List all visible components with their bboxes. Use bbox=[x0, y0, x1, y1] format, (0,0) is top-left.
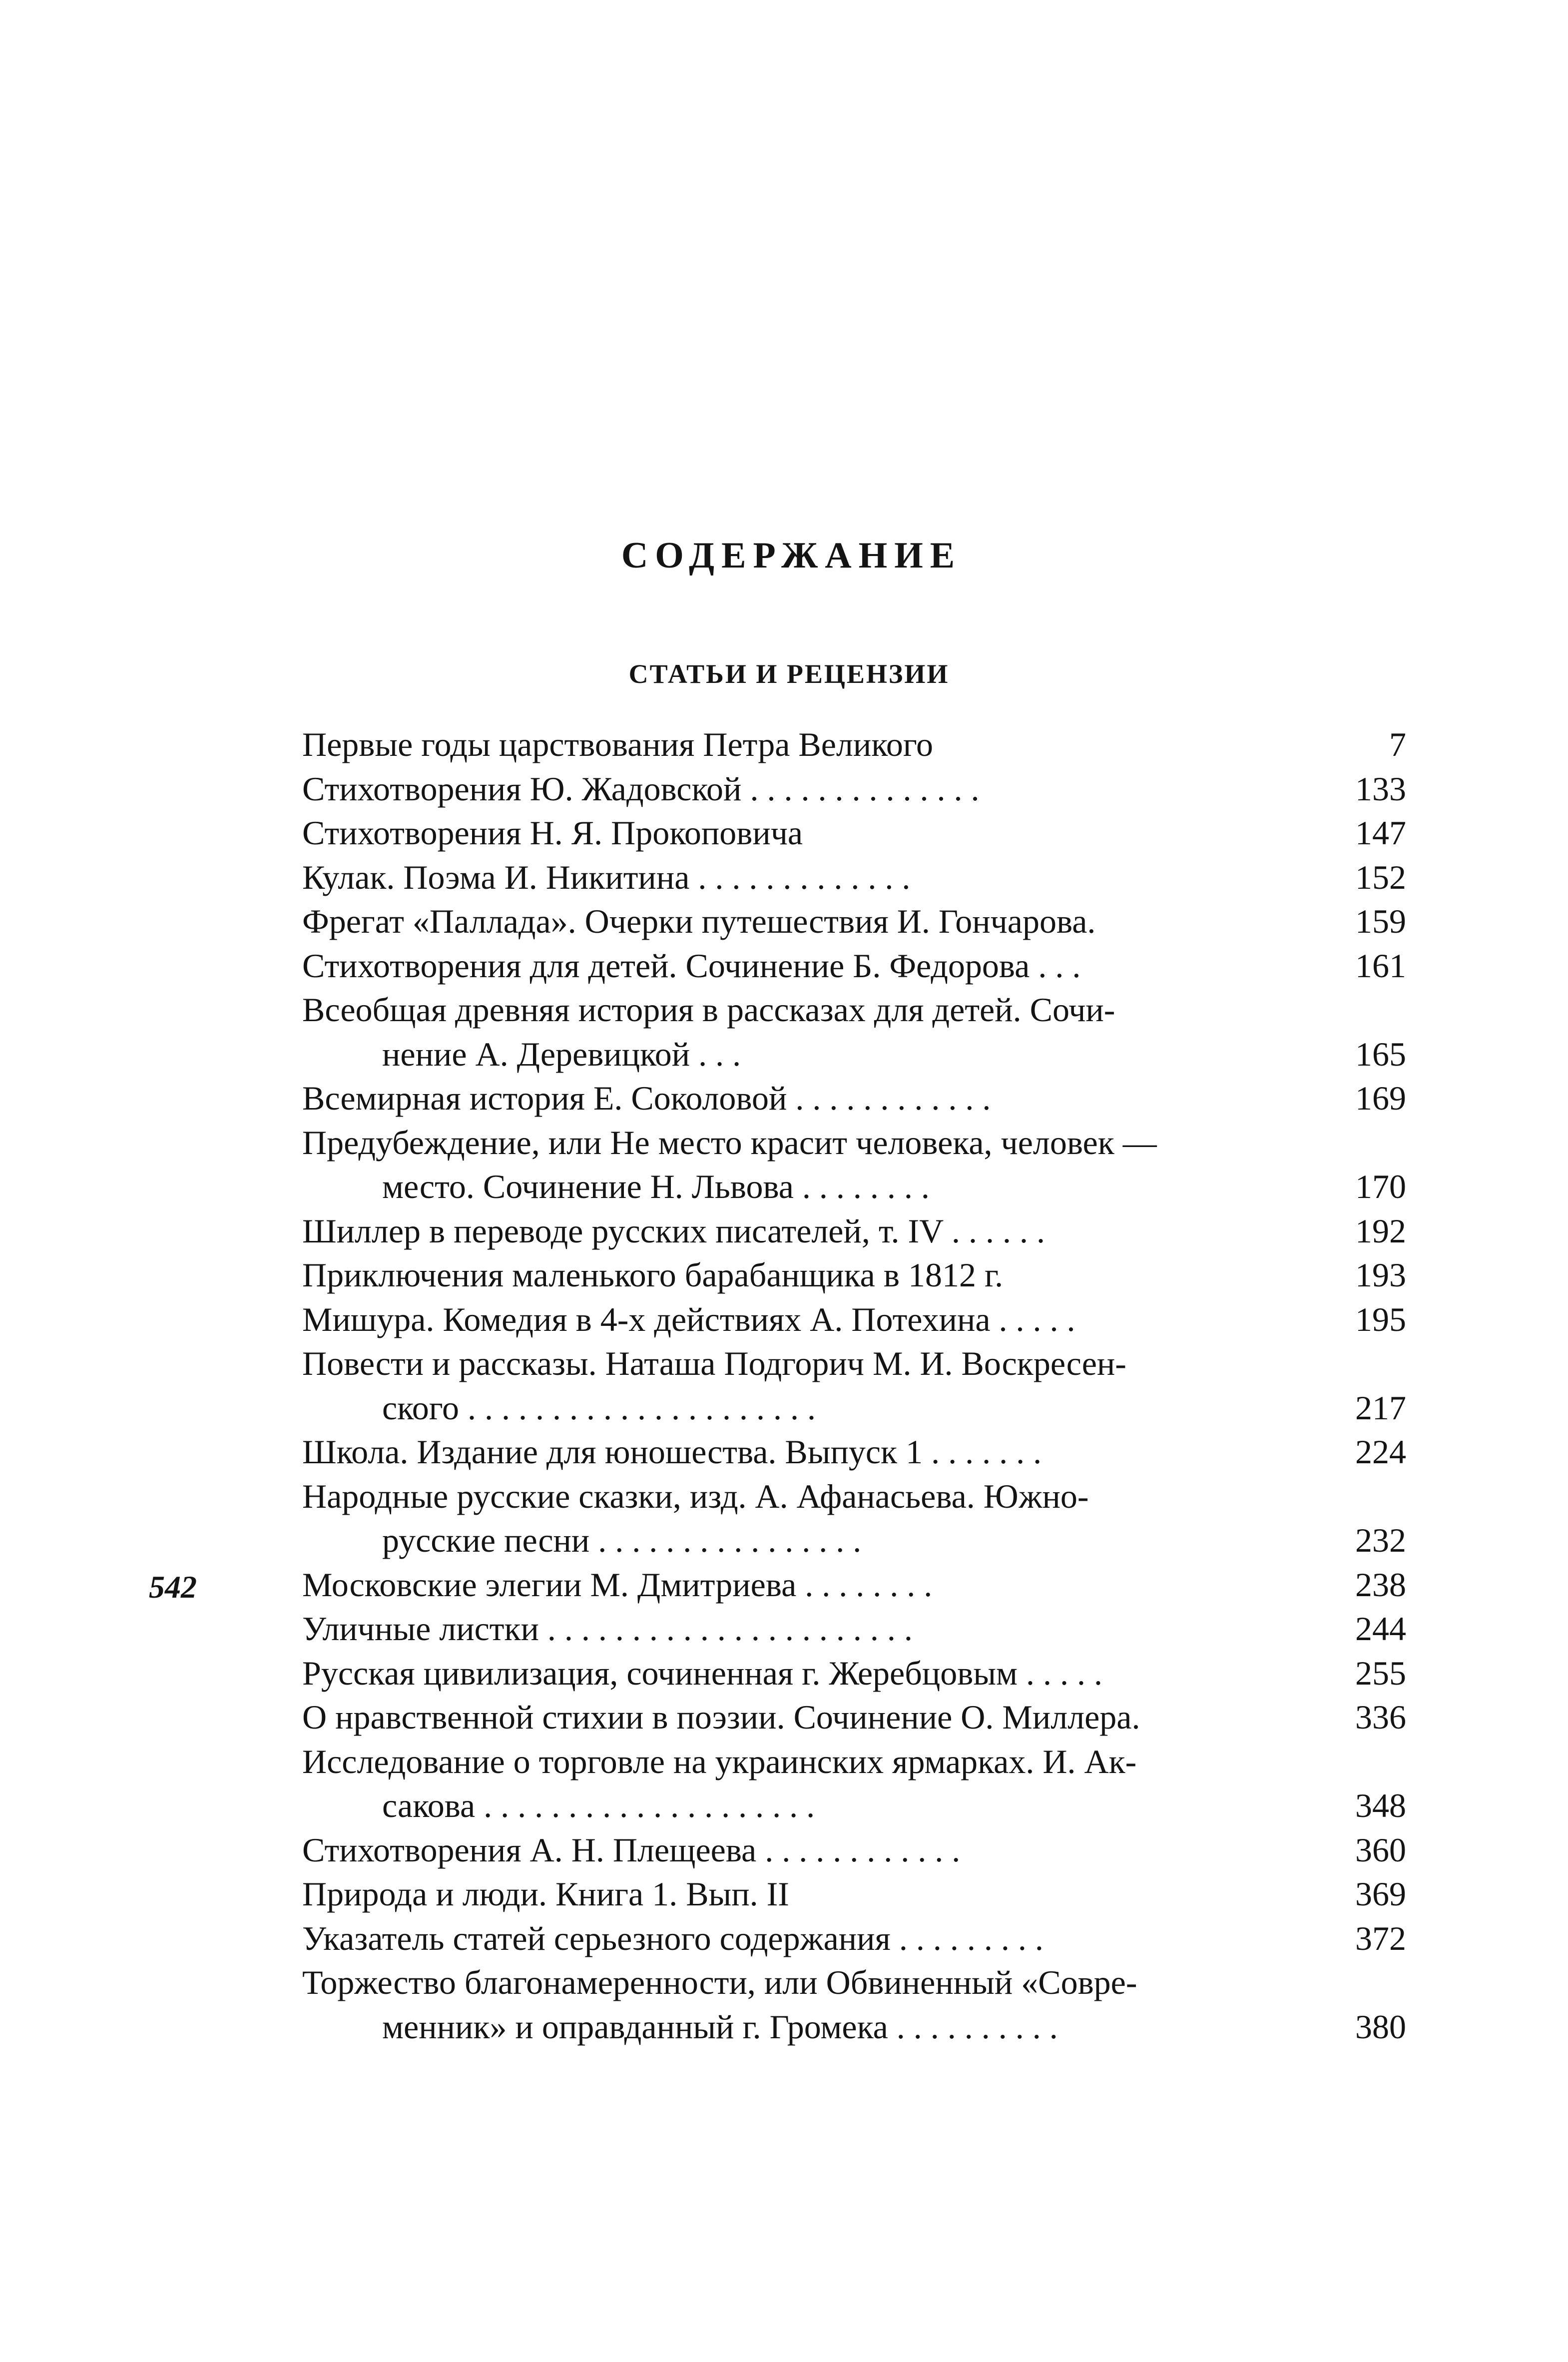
toc-entry-line: Стихотворения Н. Я. Прокоповича bbox=[302, 814, 803, 852]
page-number: 542 bbox=[149, 1569, 197, 1605]
toc-entry-title bbox=[302, 1916, 1311, 1961]
toc-entry-title bbox=[302, 1121, 1311, 1209]
toc-entry-title bbox=[302, 1253, 1311, 1297]
toc-entry-line: Кулак. Поэма И. Никитина . . . . . . . . . . . . . bbox=[302, 858, 911, 896]
toc-entry-line: Стихотворения для детей. Сочинение Б. Федорова . . . bbox=[302, 946, 1081, 985]
toc-entry-page: 372 bbox=[1355, 1919, 1406, 1957]
toc-entry bbox=[302, 1828, 1406, 1872]
toc-entry-page: 7 bbox=[1389, 725, 1406, 763]
toc-entry bbox=[302, 1253, 1406, 1297]
toc-entry-page: 224 bbox=[1355, 1433, 1406, 1471]
toc-entry-line: Торжество благонамеренности, или Обвиненный «Совре- bbox=[302, 1963, 1137, 2001]
toc-entry bbox=[302, 1916, 1406, 1961]
toc-entry-page: 217 bbox=[1355, 1388, 1406, 1427]
toc-entry-line: Стихотворения А. Н. Плещеева . . . . . . . . . . . . bbox=[302, 1830, 961, 1869]
toc-entry-line: Исследование о торговле на украинских ярмарках. И. Ак- bbox=[302, 1742, 1137, 1780]
toc-entry-page: 360 bbox=[1355, 1830, 1406, 1869]
toc-entry-title bbox=[302, 1209, 1311, 1253]
toc-entry-page: 192 bbox=[1355, 1211, 1406, 1250]
toc-entry-title bbox=[302, 1740, 1311, 1828]
toc-entry-continuation-line: сакова . . . . . . . . . . . . . . . . . . . . bbox=[382, 1786, 815, 1824]
toc-entry bbox=[302, 1563, 1406, 1607]
toc-entry-title bbox=[302, 1828, 1311, 1872]
toc-entry bbox=[302, 767, 1406, 811]
toc-entry bbox=[302, 855, 1406, 900]
toc-entry-title bbox=[302, 1341, 1311, 1430]
toc-entry bbox=[302, 1651, 1406, 1696]
toc-entry-title bbox=[302, 988, 1311, 1076]
toc-entry-line: Народные русские сказки, изд. А. Афанасьева. Южно- bbox=[302, 1477, 1089, 1515]
toc-entry-title bbox=[302, 722, 1311, 767]
toc-entry bbox=[302, 944, 1406, 988]
toc-entry-page: 380 bbox=[1355, 2007, 1406, 2046]
toc-entry-title bbox=[302, 1960, 1311, 2049]
toc-entry bbox=[302, 899, 1406, 944]
toc-entry-page: 336 bbox=[1355, 1698, 1406, 1736]
toc-entry bbox=[302, 811, 1406, 855]
toc-entry-line: Уличные листки . . . . . . . . . . . . . . . . . . . . . . bbox=[302, 1610, 913, 1648]
toc-entry-page: 161 bbox=[1355, 946, 1406, 985]
toc-entry-page: 133 bbox=[1355, 769, 1406, 808]
toc-entry-page: 193 bbox=[1355, 1256, 1406, 1294]
toc-entry-line: Указатель статей серьезного содержания . . . . . . . . . bbox=[302, 1919, 1044, 1957]
toc-entry-line: Школа. Издание для юношества. Выпуск 1 . . . . . . . bbox=[302, 1433, 1042, 1471]
toc-entry-title bbox=[302, 811, 1311, 855]
toc-entry-title bbox=[302, 1076, 1311, 1121]
table-of-contents bbox=[302, 722, 1406, 2049]
toc-entry bbox=[302, 1121, 1406, 1209]
toc-entry-page: 255 bbox=[1355, 1654, 1406, 1692]
toc-entry bbox=[302, 1430, 1406, 1474]
toc-entry-page: 238 bbox=[1355, 1565, 1406, 1604]
toc-entry-title bbox=[302, 899, 1311, 944]
toc-entry-title bbox=[302, 1297, 1311, 1342]
toc-entry-page: 348 bbox=[1355, 1786, 1406, 1824]
toc-entry bbox=[302, 1076, 1406, 1121]
toc-entry-title bbox=[302, 1695, 1311, 1740]
toc-entry bbox=[302, 1341, 1406, 1430]
toc-entry-line: Русская цивилизация, сочиненная г. Жеребцовым . . . . . bbox=[302, 1654, 1103, 1692]
toc-entry-continuation-line: нение А. Деревицкой . . . bbox=[382, 1035, 741, 1073]
toc-entry bbox=[302, 1607, 1406, 1651]
toc-entry-line: Мишура. Комедия в 4-х действиях А. Потехина . . . . . bbox=[302, 1300, 1075, 1338]
toc-entry-title bbox=[302, 855, 1311, 900]
toc-entry-line: Повести и рассказы. Наташа Подгорич М. И. Воскресен- bbox=[302, 1344, 1126, 1382]
toc-entry-page: 232 bbox=[1355, 1521, 1406, 1559]
toc-entry-line: Первые годы царствования Петра Великого bbox=[302, 725, 934, 763]
toc-entry-title bbox=[302, 1563, 1311, 1607]
toc-entry bbox=[302, 1960, 1406, 2049]
toc-entry-continuation-line: менник» и оправданный г. Громека . . . . . . . . . . bbox=[382, 2007, 1058, 2046]
toc-entry-line: Приключения маленького барабанщика в 1812 г. bbox=[302, 1256, 1004, 1294]
toc-entry bbox=[302, 988, 1406, 1076]
toc-entry bbox=[302, 1209, 1406, 1253]
toc-entry-line: Шиллер в переводе русских писателей, т. IV . . . . . . bbox=[302, 1211, 1045, 1250]
toc-entry bbox=[302, 722, 1406, 767]
toc-entry-continuation-line: русские песни . . . . . . . . . . . . . . . . bbox=[382, 1521, 862, 1559]
toc-entry-title bbox=[302, 944, 1311, 988]
toc-entry bbox=[302, 1740, 1406, 1828]
toc-entry-continuation-line: место. Сочинение Н. Львова . . . . . . . . bbox=[382, 1168, 930, 1205]
toc-entry-line: Стихотворения Ю. Жадовской . . . . . . . . . . . . . . bbox=[302, 769, 980, 808]
toc-entry-page: 195 bbox=[1355, 1300, 1406, 1338]
toc-entry-continuation-line: ского . . . . . . . . . . . . . . . . . . . . . bbox=[382, 1388, 816, 1427]
toc-entry-title bbox=[302, 1430, 1311, 1474]
toc-entry-title bbox=[302, 767, 1311, 811]
toc-entry-line: Всеобщая древняя история в рассказах для детей. Сочи- bbox=[302, 991, 1115, 1029]
section-heading: СТАТЬИ И РЕЦЕНЗИИ bbox=[628, 659, 950, 689]
toc-entry-page: 165 bbox=[1355, 1035, 1406, 1073]
toc-entry-title bbox=[302, 1607, 1311, 1651]
toc-entry-title bbox=[302, 1872, 1311, 1916]
toc-entry-page: 159 bbox=[1355, 902, 1406, 940]
toc-entry-page: 152 bbox=[1355, 858, 1406, 896]
toc-entry-line: Природа и люди. Книга 1. Вып. II bbox=[302, 1875, 789, 1913]
toc-entry-page: 147 bbox=[1355, 814, 1406, 852]
toc-entry bbox=[302, 1474, 1406, 1563]
page-title: СОДЕРЖАНИЕ bbox=[621, 535, 962, 576]
toc-entry-line: Предубеждение, или Не место красит человека, человек — bbox=[302, 1123, 1157, 1162]
toc-entry-line: Фрегат «Паллада». Очерки путешествия И. Гончарова. bbox=[302, 902, 1096, 940]
toc-entry-page: 169 bbox=[1355, 1079, 1406, 1117]
toc-entry bbox=[302, 1297, 1406, 1342]
toc-entry-page: 369 bbox=[1355, 1875, 1406, 1913]
toc-entry bbox=[302, 1872, 1406, 1916]
toc-entry-title bbox=[302, 1474, 1311, 1563]
toc-entry-title bbox=[302, 1651, 1311, 1696]
toc-entry-page: 244 bbox=[1355, 1610, 1406, 1648]
toc-entry bbox=[302, 1695, 1406, 1740]
toc-entry-line: Московские элегии М. Дмитриева . . . . . . . . bbox=[302, 1565, 933, 1604]
toc-entry-line: Всемирная история Е. Соколовой . . . . . . . . . . . . bbox=[302, 1079, 991, 1117]
toc-entry-page: 170 bbox=[1355, 1168, 1406, 1205]
toc-entry-line: О нравственной стихии в поэзии. Сочинение О. Миллера. bbox=[302, 1698, 1140, 1736]
